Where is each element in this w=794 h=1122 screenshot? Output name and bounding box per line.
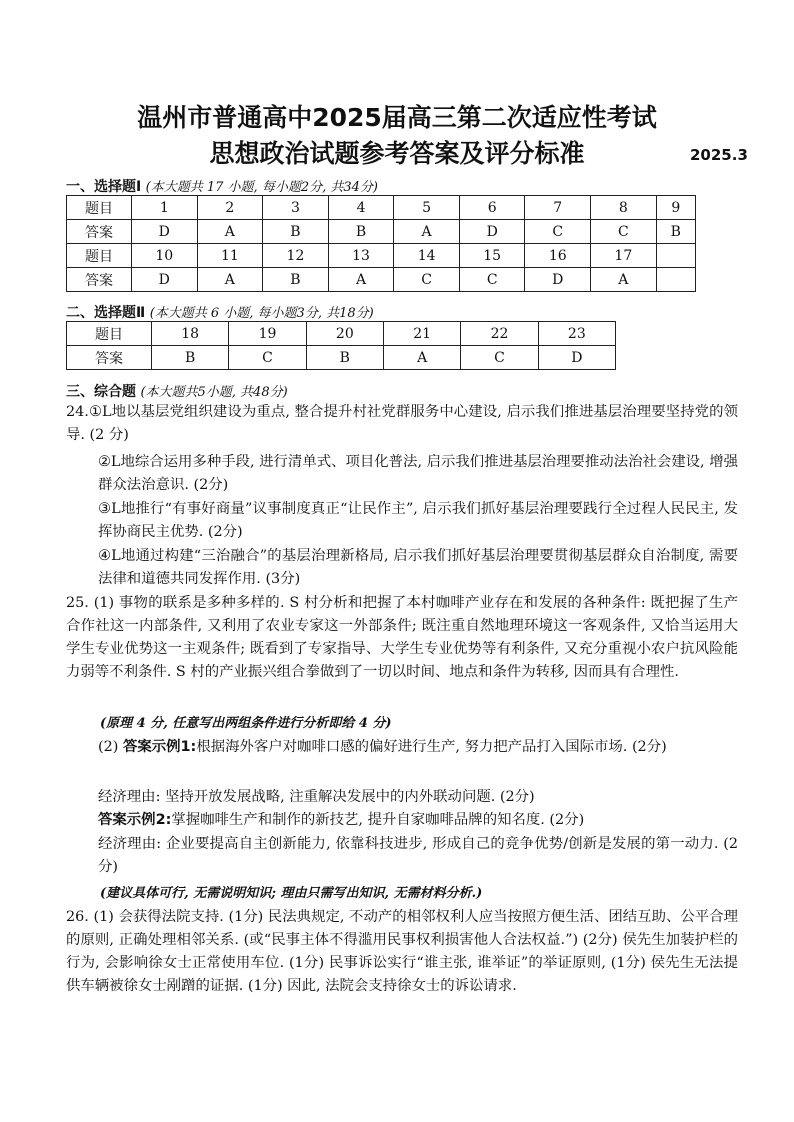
table-cell: 6 xyxy=(459,196,525,220)
document-subtitle: 思想政治试题参考答案及评分标准 xyxy=(209,139,585,168)
table-cell: 14 xyxy=(394,244,460,268)
q24-point-2: ②L地综合运用多种手段, 进行清单式、项目化普法, 启示我们推进基层治理要推动法治社会建设, 增强群众法治意识. (2分) xyxy=(98,454,738,493)
table-cell: A xyxy=(197,220,263,244)
table-row xyxy=(67,322,616,346)
example-2-label: 答案示例2: xyxy=(98,812,172,828)
table-cell: 4 xyxy=(328,196,394,220)
row-label-question: 题目 xyxy=(67,244,132,268)
table-cell: 10 xyxy=(132,244,198,268)
q24-point-3: ③L地推行“有事好商量”议事制度真正“让民作主”, 启示我们抓好基层治理要践行全过程人民民主, 发挥协商民主优势. (2分) xyxy=(98,501,738,540)
table-cell: 16 xyxy=(525,244,591,268)
table-cell: B xyxy=(263,220,329,244)
table-cell: 7 xyxy=(525,196,591,220)
table-cell: 18 xyxy=(152,322,229,346)
table-cell: 19 xyxy=(229,322,306,346)
table-cell: B xyxy=(328,220,394,244)
exam-title: 温州市普通高中2025届高三第二次适应性考试 xyxy=(137,103,657,132)
table-cell: B xyxy=(306,346,383,370)
table-cell: C xyxy=(525,220,591,244)
q25-example-2 xyxy=(98,809,738,832)
table-cell xyxy=(656,244,695,268)
section3-note: (本大题共5小题, 共48分) xyxy=(140,385,288,400)
table-row xyxy=(67,220,696,244)
table-cell: 1 xyxy=(132,196,198,220)
example-2-text: 掌握咖啡生产和制作的新技艺, 提升自家咖啡品牌的知名度. (2分) xyxy=(171,812,585,828)
table-cell: C xyxy=(459,268,525,292)
section2-note: (本大题共 6 小题, 每小题3分, 共18分) xyxy=(149,306,374,321)
table-cell: C xyxy=(591,220,657,244)
table-cell: 20 xyxy=(306,322,383,346)
table-cell: A xyxy=(591,268,657,292)
table-cell: 22 xyxy=(461,322,538,346)
table-cell: C xyxy=(461,346,538,370)
q24-point-1: 24.①L地以基层党组织建设为重点, 整合提升村社党群服务中心建设, 启示我们推进基层治理要坚持党的领导. (2 分) xyxy=(66,404,738,443)
table-cell: B xyxy=(152,346,229,370)
row-label-question: 题目 xyxy=(67,196,132,220)
table-cell: D xyxy=(459,220,525,244)
table-cell: 12 xyxy=(263,244,329,268)
table-row xyxy=(67,196,696,220)
table-cell: 9 xyxy=(656,196,695,220)
section3-title: 三、综合题 xyxy=(66,384,136,400)
row-label-answer: 答案 xyxy=(67,268,132,292)
table-row xyxy=(67,268,696,292)
table-cell: C xyxy=(229,346,306,370)
example-1-label: 答案示例1: xyxy=(122,739,197,755)
example-1-reason: 经济理由: 坚持开放发展战略, 注重解决发展中的内外联动问题. (2分) xyxy=(98,789,535,805)
table-cell: D xyxy=(538,346,615,370)
table-cell xyxy=(656,268,695,292)
table-cell: 11 xyxy=(197,244,263,268)
section2-answer-table xyxy=(66,321,616,370)
example-1-text: 根据海外客户对咖啡口感的偏好进行生产, 努力把产品打入国际市场. (2分) xyxy=(196,739,667,755)
q25-advice-note: (建议具体可行, 无需说明知识; 理由只需写出知识, 无需材料分析.) xyxy=(100,886,483,901)
section1-answer-table xyxy=(66,195,696,292)
row-label-answer: 答案 xyxy=(67,220,132,244)
table-cell: 23 xyxy=(538,322,615,346)
table-cell: 5 xyxy=(394,196,460,220)
table-cell: A xyxy=(197,268,263,292)
q26-part1: 26. (1) 会获得法院支持. (1分) 民法典规定, 不动产的相邻权利人应当按照方便生活、团结互助、公平合理的原则, 正确处理相邻关系. (或“民事主体不得滥用民事权利损害他人合法权益.”) (2分) 侯先生加装护栏的行为, 会影响徐女士正常使用车位. (1分) 民事诉讼实行“谁主张, 谁举证”的举证原则, (1分) 侯先生无法提供车辆被徐女士剐蹭的证据. (1分) 因此, 法院会支持徐女士的诉讼请求. xyxy=(66,909,738,994)
table-cell: B xyxy=(656,220,695,244)
table-cell: A xyxy=(383,346,460,370)
table-cell: A xyxy=(394,220,460,244)
q25-part2-number: (2) xyxy=(98,739,123,755)
row-label-answer: 答案 xyxy=(67,346,152,370)
table-cell: 15 xyxy=(459,244,525,268)
document-date: 2025.3 xyxy=(690,146,748,164)
table-cell: B xyxy=(263,268,329,292)
example-2-reason: 经济理由: 企业要提高自主创新能力, 依靠科技进步, 形成自己的竞争优势/创新是发展的第一动力. (2分) xyxy=(98,836,738,875)
table-cell: 3 xyxy=(263,196,329,220)
table-cell: 2 xyxy=(197,196,263,220)
row-label-question: 题目 xyxy=(67,322,152,346)
table-cell: 8 xyxy=(591,196,657,220)
q25-scoring-note: (原理 4 分, 任意写出两组条件进行分析即给 4 分) xyxy=(100,716,392,731)
section1-heading xyxy=(66,176,378,196)
table-row xyxy=(67,346,616,370)
section3-heading xyxy=(66,381,288,401)
table-cell: 17 xyxy=(591,244,657,268)
q25-part1: 25. (1) 事物的联系是多种多样的. S 村分析和把握了本村咖啡产业存在和发展的各种条件: 既把握了生产合作社这一内部条件, 又利用了农业专家这一外部条件; 既注重自然地理环境这一客观条件, 又恰当运用大学生专业优势这一主观条件; 既看到了专家指导、大学生专业优势等有利条件, 又充分重视小农户抗风险能力弱等不利条件. S 村的产业振兴组合拳做到了一切以时间、地点和条件为转移, 因而具有合理性. xyxy=(66,595,738,680)
table-cell: 21 xyxy=(383,322,460,346)
table-cell: D xyxy=(525,268,591,292)
table-cell: D xyxy=(132,220,198,244)
section2-heading xyxy=(66,302,374,322)
table-cell: D xyxy=(132,268,198,292)
section1-note: (本大题共 17 小题, 每小题2分, 共34分) xyxy=(145,180,378,195)
section1-title: 一、选择题Ⅰ xyxy=(66,179,142,195)
q24-point-4: ④L地通过构建“三治融合”的基层治理新格局, 启示我们抓好基层治理要贯彻基层群众自治制度, 需要法律和道德共同发挥作用. (3分) xyxy=(98,548,738,587)
q25-example-1 xyxy=(98,736,738,759)
table-row xyxy=(67,244,696,268)
table-cell: A xyxy=(328,268,394,292)
table-cell: 13 xyxy=(328,244,394,268)
section2-title: 二、选择题Ⅱ xyxy=(66,305,146,321)
table-cell: C xyxy=(394,268,460,292)
